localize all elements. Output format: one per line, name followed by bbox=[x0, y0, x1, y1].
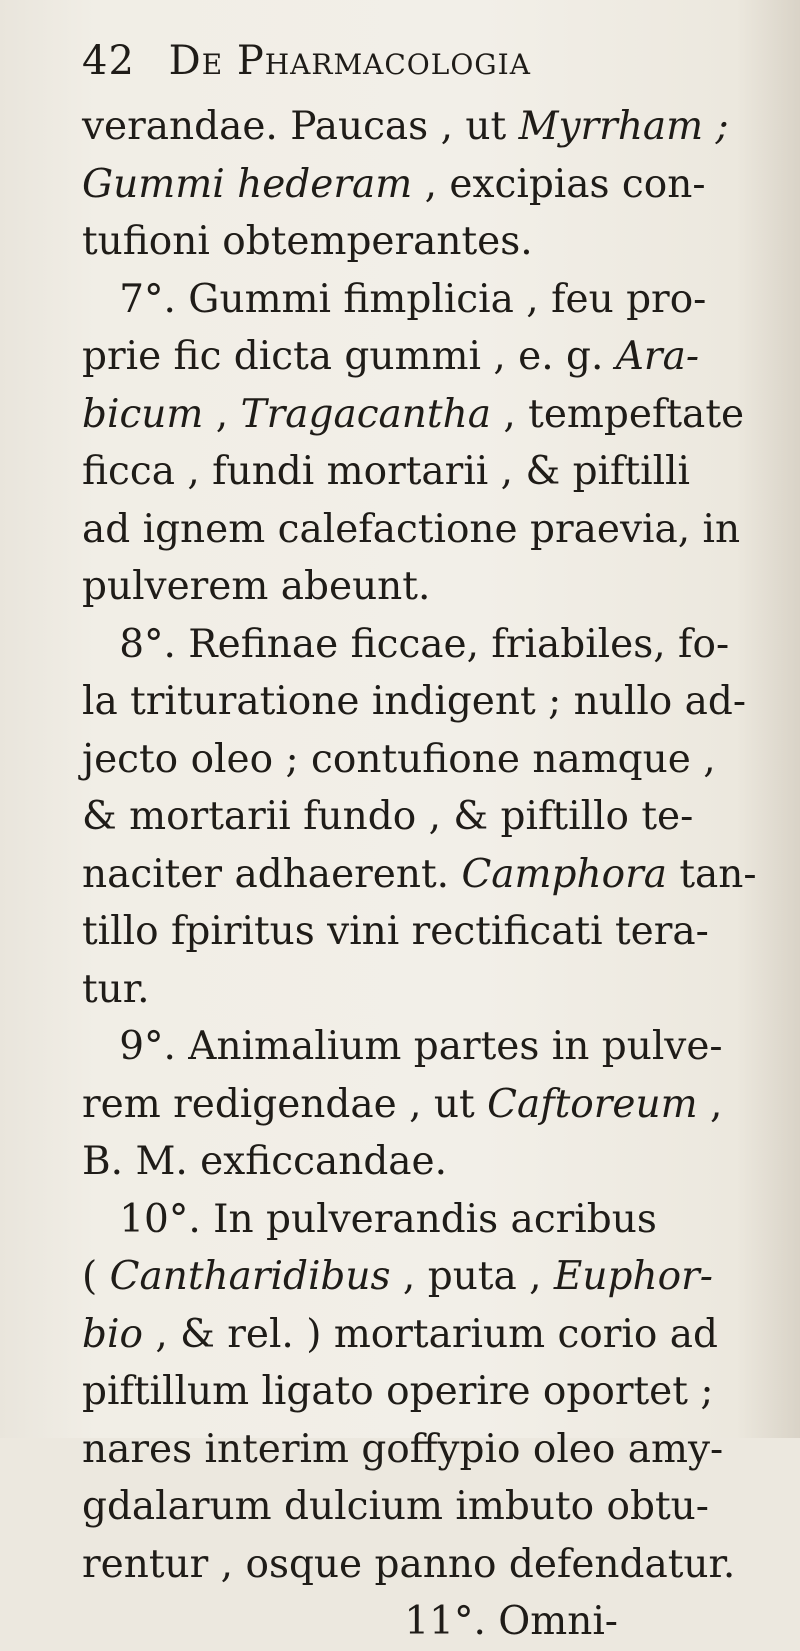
text-run: jecto oleo ; contufione namque , bbox=[82, 736, 716, 782]
text-run: 9°. Animalium partes in pulve- bbox=[82, 1024, 723, 1069]
text-line bbox=[82, 1306, 762, 1364]
text-run: rem redigendae , ut bbox=[82, 1081, 488, 1127]
text-run: nares interim goffypio oleo amy- bbox=[82, 1426, 724, 1472]
running-title: De Pharmacologia bbox=[168, 38, 531, 84]
text-run: tillo fpiritus vini rectificati tera- bbox=[82, 909, 709, 954]
text-run: & mortarii fundo , & piftillo te- bbox=[82, 794, 694, 839]
text-run: B. M. exficcandae. bbox=[82, 1139, 448, 1184]
text-line bbox=[82, 731, 762, 789]
text-run: verandae. Paucas , ut bbox=[82, 104, 519, 149]
text-line bbox=[82, 1076, 762, 1134]
text-line bbox=[82, 961, 762, 1019]
text-run: , bbox=[203, 391, 241, 437]
text-run: 7°. Gummi fimplicia , feu pro- bbox=[82, 276, 707, 322]
text-run: la trituratione indigent ; nullo ad- bbox=[82, 679, 747, 724]
body-text bbox=[82, 98, 762, 1651]
text-run: 8°. Refinae ficcae, friabiles, fo- bbox=[82, 621, 730, 667]
text-line bbox=[82, 846, 762, 904]
text-run: ficca , fundi mortarii , & piftilli bbox=[82, 449, 691, 494]
italic-term: Caftoreum bbox=[487, 1081, 698, 1127]
italic-term: bicum bbox=[82, 391, 204, 437]
text-line bbox=[82, 1421, 762, 1479]
text-run: piftillum ligato operire oportet ; bbox=[82, 1369, 714, 1414]
text-line bbox=[82, 1018, 762, 1076]
text-run: 11°. Omni- bbox=[82, 1599, 618, 1644]
text-run: , bbox=[697, 1081, 723, 1127]
text-run: , excipias con- bbox=[412, 161, 706, 207]
text-line bbox=[82, 1191, 762, 1249]
text-run: , puta , bbox=[390, 1254, 554, 1299]
text-run: pulverem abeunt. bbox=[82, 564, 431, 609]
text-line bbox=[82, 1133, 762, 1191]
text-line bbox=[82, 98, 762, 156]
text-line bbox=[82, 1478, 762, 1536]
text-run: gdalarum dulcium imbuto obtu- bbox=[82, 1484, 709, 1529]
text-line bbox=[82, 156, 762, 214]
text-run: naciter adhaerent. bbox=[82, 851, 462, 897]
italic-term: Myrrham ; bbox=[518, 104, 729, 149]
italic-term: Gummi hederam bbox=[82, 161, 413, 207]
italic-term: Tragacantha bbox=[240, 391, 491, 437]
text-line bbox=[82, 443, 762, 501]
text-run: rentur , osque panno defendatur. bbox=[82, 1541, 736, 1587]
italic-term: Cantharidibus bbox=[109, 1254, 391, 1299]
text-line bbox=[82, 1248, 762, 1306]
italic-term: Ara- bbox=[615, 334, 700, 379]
text-line bbox=[82, 616, 762, 674]
italic-term: Camphora bbox=[461, 851, 667, 897]
text-line bbox=[82, 558, 762, 616]
text-line bbox=[82, 1363, 762, 1421]
text-run: ( bbox=[82, 1254, 110, 1299]
text-line bbox=[82, 788, 762, 846]
text-line bbox=[82, 501, 762, 559]
text-run: ad ignem calefactione praevia, in bbox=[82, 506, 741, 552]
text-run: tan- bbox=[666, 851, 757, 897]
text-run: , & rel. ) mortarium corio ad bbox=[142, 1311, 719, 1357]
text-line bbox=[82, 903, 762, 961]
italic-term: bio bbox=[82, 1311, 143, 1357]
text-run: 10°. In pulverandis acribus bbox=[82, 1196, 657, 1242]
text-line bbox=[82, 386, 762, 444]
text-line bbox=[82, 673, 762, 731]
text-line bbox=[82, 328, 762, 386]
text-line bbox=[82, 213, 762, 271]
text-run: tufioni obtemperantes. bbox=[82, 219, 533, 264]
text-line bbox=[82, 271, 762, 329]
italic-term: Euphor- bbox=[553, 1254, 713, 1299]
running-header bbox=[82, 38, 722, 84]
text-run: tur. bbox=[82, 966, 150, 1012]
page-number: 42 bbox=[82, 38, 135, 84]
text-line bbox=[82, 1593, 762, 1651]
text-run: prie fic dicta gummi , e. g. bbox=[82, 334, 616, 379]
text-run: , tempeftate bbox=[490, 391, 745, 437]
text-line bbox=[82, 1536, 762, 1594]
